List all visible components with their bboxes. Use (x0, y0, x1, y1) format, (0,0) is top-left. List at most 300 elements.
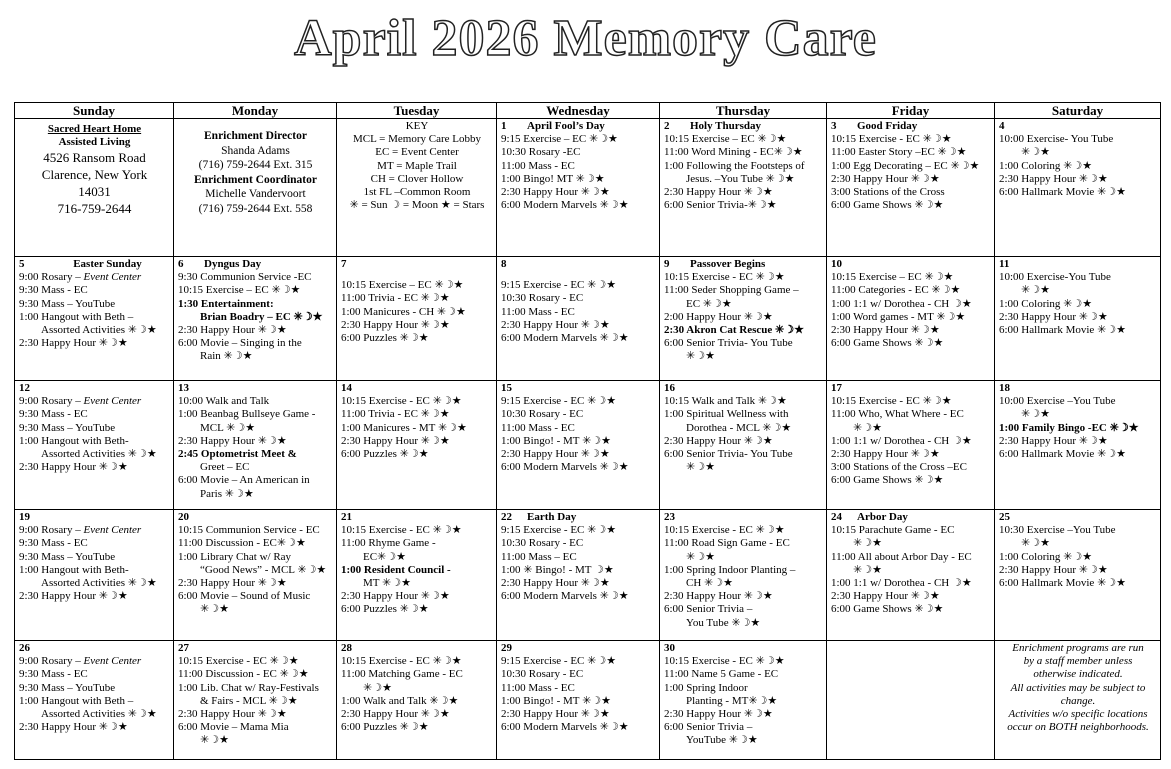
event-text: Assorted Activities ✳☽★ (41, 708, 157, 721)
legend-line: CH = Clover Hollow (370, 172, 464, 185)
event-line (664, 324, 823, 337)
calendar-day-cell (827, 510, 995, 641)
day-number: 14 (341, 382, 352, 394)
event-line (999, 408, 1157, 421)
event-text: 10:15 Exercise - EC ✳☽★ (664, 271, 785, 284)
calendar-week-row (15, 119, 1161, 257)
event-text: 1:00 Spring Indoor (664, 681, 748, 694)
event-text: 2:30 Happy Hour ✳☽★ (501, 577, 610, 590)
event-line (831, 408, 991, 421)
event-line (501, 160, 656, 173)
event-text: ✳☽★ (200, 603, 229, 616)
event-text: 1:00 Word games - MT ✳☽★ (831, 310, 966, 323)
event-text: “Good News” - MCL ✳☽★ (200, 563, 327, 576)
contact-coordinator-title: Enrichment Coordinator (194, 173, 317, 186)
event-line (501, 173, 656, 186)
event-text: MT ✳☽★ (363, 577, 411, 590)
calendar-day-cell (827, 119, 995, 257)
event-text: 6:00 Senior Trivia – (664, 721, 753, 734)
event-text: 10:00 Exercise –You Tube (999, 395, 1116, 408)
event-line (501, 590, 656, 603)
event-text: 2:30 Happy Hour ✳☽★ (831, 448, 940, 461)
calendar-week-row (15, 641, 1161, 760)
event-text: 10:30 Rosary - EC (501, 408, 584, 421)
legend-key-cell (337, 119, 497, 257)
day-header (178, 258, 333, 271)
event-text: 6:00 Senior Trivia – (664, 603, 753, 616)
event-text: 10:15 Communion Service - EC (178, 524, 320, 537)
event-text: 10:15 Exercise - EC ✳☽★ (664, 524, 785, 537)
event-text: 2:30 Happy Hour ✳☽★ (664, 434, 773, 447)
weekday-header: Saturday (995, 103, 1161, 119)
note-line: Activities w/o specific locations (1008, 708, 1148, 721)
empty-cell (827, 641, 995, 760)
event-text: 9:30 Mass - EC (19, 408, 88, 421)
event-line (664, 537, 823, 550)
event-line (178, 324, 333, 337)
event-text: 11:00 Seder Shopping Game – (664, 284, 799, 297)
event-line (501, 695, 656, 708)
calendar-day-cell (337, 257, 497, 381)
event-line (178, 564, 333, 577)
event-line (501, 524, 656, 537)
event-line (501, 682, 656, 695)
event-line (178, 337, 333, 350)
event-line (999, 133, 1157, 146)
event-line (831, 474, 991, 487)
day-header (664, 642, 823, 655)
event-line (664, 564, 823, 577)
weekday-header: Thursday (660, 103, 827, 119)
event-text: 1:00 Resident Council - (341, 563, 451, 576)
weekday-header: Monday (174, 103, 337, 119)
event-line (178, 284, 333, 297)
event-text: ✳☽★ (1021, 146, 1050, 159)
event-line (341, 435, 493, 448)
event-text: 1:00 Lib. Chat w/ Ray-Festivals (178, 681, 319, 694)
event-line (831, 524, 991, 537)
event-line (831, 564, 991, 577)
note-line: All activities may be subject to (1010, 681, 1146, 694)
event-text: ✳☽★ (853, 537, 882, 550)
day-number: 5 (19, 258, 25, 270)
weekday-header: Wednesday (497, 103, 660, 119)
event-text: 6:00 Hallmark Movie ✳☽★ (999, 577, 1127, 590)
event-text: 11:00 Matching Game - EC (341, 668, 463, 681)
day-header (664, 382, 823, 395)
event-line (178, 488, 333, 501)
day-number: 27 (178, 642, 189, 654)
event-line (664, 682, 823, 695)
event-text: 2:30 Happy Hour ✳☽★ (178, 434, 287, 447)
event-line (664, 734, 823, 747)
holiday-label (1015, 382, 1157, 395)
contact-director-title: Enrichment Director (204, 130, 307, 142)
day-number: 19 (19, 511, 30, 523)
day-number: 11 (999, 258, 1010, 270)
event-line (831, 311, 991, 324)
holiday-label (680, 642, 823, 655)
event-text: 2:30 Happy Hour ✳☽★ (178, 577, 287, 590)
event-text: 2:30 Happy Hour ✳☽★ (19, 721, 128, 734)
event-line (178, 695, 333, 708)
holiday-label: Passover Begins (690, 258, 766, 270)
event-line (831, 284, 991, 297)
event-text: 11:00 Trivia - EC ✳☽★ (341, 408, 450, 421)
event-line (501, 537, 656, 550)
event-line (178, 311, 333, 324)
event-line (501, 146, 656, 159)
event-line (999, 324, 1157, 337)
event-text: 11:00 Road Sign Game - EC (664, 537, 790, 550)
event-line (664, 551, 823, 564)
event-line (501, 199, 656, 212)
day-header (19, 511, 170, 524)
event-text: 2:00 Happy Hour ✳☽★ (664, 310, 773, 323)
event-text: 6:00 Movie – Singing in the (178, 337, 302, 350)
event-text: 9:15 Exercise – EC ✳☽★ (501, 133, 618, 146)
event-line (19, 577, 170, 590)
event-line (341, 422, 493, 435)
day-number: 8 (501, 258, 507, 270)
event-line (341, 682, 493, 695)
event-text: 6:00 Game Shows ✳☽★ (831, 199, 944, 212)
holiday-label (194, 511, 333, 524)
event-text: 3:00 Stations of the Cross –EC (831, 461, 967, 474)
event-line (19, 298, 170, 311)
calendar-day-cell (174, 381, 337, 510)
event-text: 6:00 Puzzles ✳☽★ (341, 721, 429, 734)
legend-line: MT = Maple Trail (377, 159, 457, 172)
event-line (19, 435, 170, 448)
event-line (664, 311, 823, 324)
event-text: 2:45 Optometrist Meet & (178, 448, 297, 461)
event-text: 1:00 Hangout with Beth – (19, 694, 134, 707)
calendar-day-cell (827, 257, 995, 381)
weekday-header: Sunday (15, 103, 174, 119)
event-text: 10:15 Exercise - EC ✳☽★ (664, 655, 785, 668)
event-line (178, 668, 333, 681)
event-line (19, 721, 170, 734)
event-line (19, 708, 170, 721)
calendar-day-cell (497, 257, 660, 381)
holiday-label: Good Friday (857, 120, 918, 132)
event-line (999, 435, 1157, 448)
event-line (831, 577, 991, 590)
calendar-grid (14, 102, 1161, 760)
event-text: ✳☽★ (1021, 284, 1050, 297)
event-text: 1:00 Family Bingo -EC ✳☽★ (999, 421, 1139, 434)
event-line (341, 524, 493, 537)
event-text: 6:00 Puzzles ✳☽★ (341, 448, 429, 461)
event-text: 1:00 1:1 w/ Dorothea - CH ☽★ (831, 297, 972, 310)
event-line (501, 395, 656, 408)
holiday-label (194, 642, 333, 655)
event-line (19, 284, 170, 297)
event-text: EC ✳☽★ (686, 297, 732, 310)
event-line (178, 655, 333, 668)
event-text: 2:30 Happy Hour ✳☽★ (999, 563, 1108, 576)
legend-line: ✳ = Sun ☽ = Moon ★ = Stars (349, 199, 485, 212)
event-line (501, 306, 656, 319)
event-line (341, 577, 493, 590)
event-line (19, 655, 170, 668)
event-line (341, 695, 493, 708)
event-line (831, 435, 991, 448)
event-text: 6:00 Game Shows ✳☽★ (831, 474, 944, 487)
day-header (341, 258, 493, 271)
event-line (999, 564, 1157, 577)
day-header (501, 258, 656, 271)
event-text: 2:30 Happy Hour ✳☽★ (999, 172, 1108, 185)
event-text: 9:30 Mass - EC (19, 668, 88, 681)
event-text: EC✳☽★ (363, 550, 406, 563)
calendar-day-cell (995, 510, 1161, 641)
event-line (664, 461, 823, 474)
event-text: 6:00 Movie – An American in (178, 474, 310, 487)
day-number: 10 (831, 258, 842, 270)
event-text: ✳☽★ (686, 461, 715, 474)
event-text: 10:00 Walk and Talk (178, 395, 270, 408)
event-line (999, 311, 1157, 324)
event-line (664, 708, 823, 721)
day-number: 20 (178, 511, 189, 523)
event-text: 1:00 Coloring ✳☽★ (999, 297, 1093, 310)
event-text: 1:00 Manicures - CH ✳☽★ (341, 305, 466, 318)
event-line (999, 577, 1157, 590)
event-line (501, 655, 656, 668)
event-text: 6:00 Modern Marvels ✳☽★ (501, 199, 629, 212)
day-header (999, 511, 1157, 524)
event-text: 11:00 Discussion - EC ✳☽★ (178, 668, 309, 681)
legend-line: 1st FL –Common Room (363, 186, 471, 199)
day-header (178, 382, 333, 395)
event-text: 9:15 Exercise - EC ✳☽★ (501, 395, 617, 408)
event-line (341, 332, 493, 345)
event-line (341, 395, 493, 408)
event-line (178, 448, 333, 461)
holiday-label: Holy Thursday (690, 120, 762, 132)
event-text: 6:00 Hallmark Movie ✳☽★ (999, 324, 1127, 337)
event-text: 6:00 Puzzles ✳☽★ (341, 603, 429, 616)
day-number: 16 (664, 382, 675, 394)
event-location: Event Center (83, 655, 142, 668)
event-line (178, 395, 333, 408)
weekday-header: Tuesday (337, 103, 497, 119)
event-line (831, 146, 991, 159)
event-text: 2:30 Happy Hour ✳☽★ (341, 434, 450, 447)
event-text: 1:00 Bingo! - MT ✳☽★ (501, 434, 612, 447)
event-line (664, 721, 823, 734)
event-text: 6:00 Senior Trivia- You Tube (664, 448, 793, 461)
event-line (178, 682, 333, 695)
event-text: 10:15 Exercise - EC ✳☽★ (341, 655, 462, 668)
legend-heading: KEY (405, 120, 429, 132)
calendar-day-cell (497, 381, 660, 510)
event-line (999, 551, 1157, 564)
calendar-day-cell (660, 641, 827, 760)
event-text: 1:00 Spring Indoor Planting – (664, 563, 796, 576)
event-line (341, 271, 493, 279)
day-header (341, 511, 493, 524)
event-line (19, 422, 170, 435)
event-line (341, 668, 493, 681)
event-text: 9:15 Exercise - EC ✳☽★ (501, 655, 617, 668)
event-text: 6:00 Game Shows ✳☽★ (831, 337, 944, 350)
event-line (501, 332, 656, 345)
contact-coordinator-name: Michelle Vandervoort (205, 188, 306, 200)
event-line (831, 324, 991, 337)
event-text: 11:00 All about Arbor Day - EC (831, 550, 972, 563)
event-line (664, 199, 823, 212)
event-text: 2:30 Happy Hour ✳☽★ (19, 461, 128, 474)
event-line (19, 524, 170, 537)
facility-name: Sacred Heart Home (47, 123, 142, 135)
event-text: 1:00 Manicures - MT ✳☽★ (341, 421, 467, 434)
day-header (501, 382, 656, 395)
event-text: ✳☽★ (1021, 408, 1050, 421)
day-header (999, 382, 1157, 395)
event-text: 10:15 Exercise - EC ✳☽★ (831, 133, 952, 146)
day-number: 9 (664, 258, 670, 270)
disclaimer-note-cell (995, 641, 1161, 760)
calendar-day-cell (174, 641, 337, 760)
event-text: 9:30 Mass - EC (19, 284, 88, 297)
event-line (831, 551, 991, 564)
event-line (501, 577, 656, 590)
event-line (178, 524, 333, 537)
event-line (831, 603, 991, 616)
calendar-day-cell (337, 381, 497, 510)
event-line (999, 448, 1157, 461)
weekday-header-row (15, 103, 1161, 119)
event-text: 2:30 Happy Hour ✳☽★ (19, 590, 128, 603)
event-line (999, 422, 1157, 435)
event-line (341, 279, 493, 292)
calendar-day-cell (660, 510, 827, 641)
event-text: 10:30 Rosary - EC (501, 537, 584, 550)
holiday-label (35, 642, 170, 655)
event-text: 11:00 Mass - EC (501, 421, 575, 434)
day-number: 4 (999, 120, 1005, 132)
event-text: 1:00 Hangout with Beth- (19, 563, 129, 576)
event-text: 1:00 Egg Decorating – EC ✳☽★ (831, 159, 980, 172)
day-header (501, 511, 656, 524)
contact-director-name: Shanda Adams (221, 144, 290, 157)
holiday-label (357, 258, 493, 271)
calendar-day-cell (15, 381, 174, 510)
event-text: 11:00 Discussion - EC✳☽★ (178, 537, 306, 550)
event-text: 10:30 Rosary - EC (501, 668, 584, 681)
event-text: 2:30 Happy Hour ✳☽★ (664, 590, 773, 603)
event-text: 2:30 Happy Hour ✳☽★ (501, 318, 610, 331)
day-header (664, 511, 823, 524)
event-line (19, 311, 170, 324)
event-text: 1:00 Bingo! MT ✳☽★ (501, 172, 605, 185)
day-number: 28 (341, 642, 352, 654)
event-line (831, 173, 991, 186)
event-text: Jesus. –You Tube ✳☽★ (686, 172, 795, 185)
facility-zip: 14031 (78, 184, 111, 200)
event-text: 2:30 Happy Hour ✳☽★ (501, 708, 610, 721)
event-text: 6:00 Modern Marvels ✳☽★ (501, 332, 629, 345)
note-line: occur on BOTH neighborhoods. (1007, 721, 1149, 734)
day-header (341, 642, 493, 655)
event-text: 11:00 Categories - EC ✳☽★ (831, 284, 961, 297)
calendar-day-cell (995, 119, 1161, 257)
event-text: 9:00 Rosary – (19, 655, 84, 668)
event-line (501, 551, 656, 564)
event-line (664, 603, 823, 616)
event-line (664, 408, 823, 421)
event-line (501, 319, 656, 332)
event-line (178, 408, 333, 421)
event-line (341, 292, 493, 305)
event-text: 10:15 Exercise – EC ✳☽★ (831, 271, 954, 284)
event-line (831, 422, 991, 435)
event-text: 1:00 Coloring ✳☽★ (999, 159, 1093, 172)
event-line (178, 577, 333, 590)
event-line (178, 721, 333, 734)
event-text: Paris ✳☽★ (200, 487, 254, 500)
event-text: 10:00 Exercise-You Tube (999, 271, 1111, 284)
event-line (664, 617, 823, 630)
event-text: 2:30 Happy Hour ✳☽★ (501, 448, 610, 461)
event-line (341, 721, 493, 734)
event-text: 10:15 Exercise – EC ✳☽★ (341, 279, 464, 292)
facility-street: 4526 Ransom Road (43, 150, 146, 166)
event-text: Assorted Activities ✳☽★ (41, 448, 157, 461)
event-line (19, 551, 170, 564)
calendar-day-cell (15, 510, 174, 641)
legend-line: EC = Event Center (375, 146, 459, 159)
day-header (664, 258, 823, 271)
event-text: 10:30 Exercise –You Tube (999, 524, 1116, 537)
event-line (664, 173, 823, 186)
event-text: 11:00 Who, What Where - EC (831, 408, 964, 421)
day-header (501, 120, 656, 133)
event-text: 9:30 Mass – YouTube (19, 297, 116, 310)
day-header (999, 258, 1157, 271)
weekday-header: Friday (827, 103, 995, 119)
day-number: 17 (831, 382, 842, 394)
event-line (341, 564, 493, 577)
event-line (664, 186, 823, 199)
event-line (664, 350, 823, 363)
event-line (501, 422, 656, 435)
event-line (999, 395, 1157, 408)
event-text: 11:00 Mass - EC (501, 681, 575, 694)
event-line (664, 655, 823, 668)
event-text: 9:00 Rosary – (19, 524, 84, 537)
event-text: 11:00 Mass - EC (501, 159, 575, 172)
day-number: 18 (999, 382, 1010, 394)
holiday-label (357, 511, 493, 524)
event-text: 6:00 Modern Marvels ✳☽★ (501, 461, 629, 474)
event-line (664, 271, 823, 284)
event-line (501, 279, 656, 292)
event-text: Assorted Activities ✳☽★ (41, 577, 157, 590)
event-line (501, 408, 656, 421)
event-text: 2:30 Happy Hour ✳☽★ (999, 310, 1108, 323)
event-text: 6:00 Modern Marvels ✳☽★ (501, 590, 629, 603)
event-line (664, 448, 823, 461)
event-text: 2:30 Happy Hour ✳☽★ (831, 590, 940, 603)
event-text: 1:00 Beanbag Bullseye Game - (178, 408, 316, 421)
note-line: change. (1060, 694, 1096, 707)
event-line (831, 298, 991, 311)
calendar-day-cell (15, 641, 174, 760)
